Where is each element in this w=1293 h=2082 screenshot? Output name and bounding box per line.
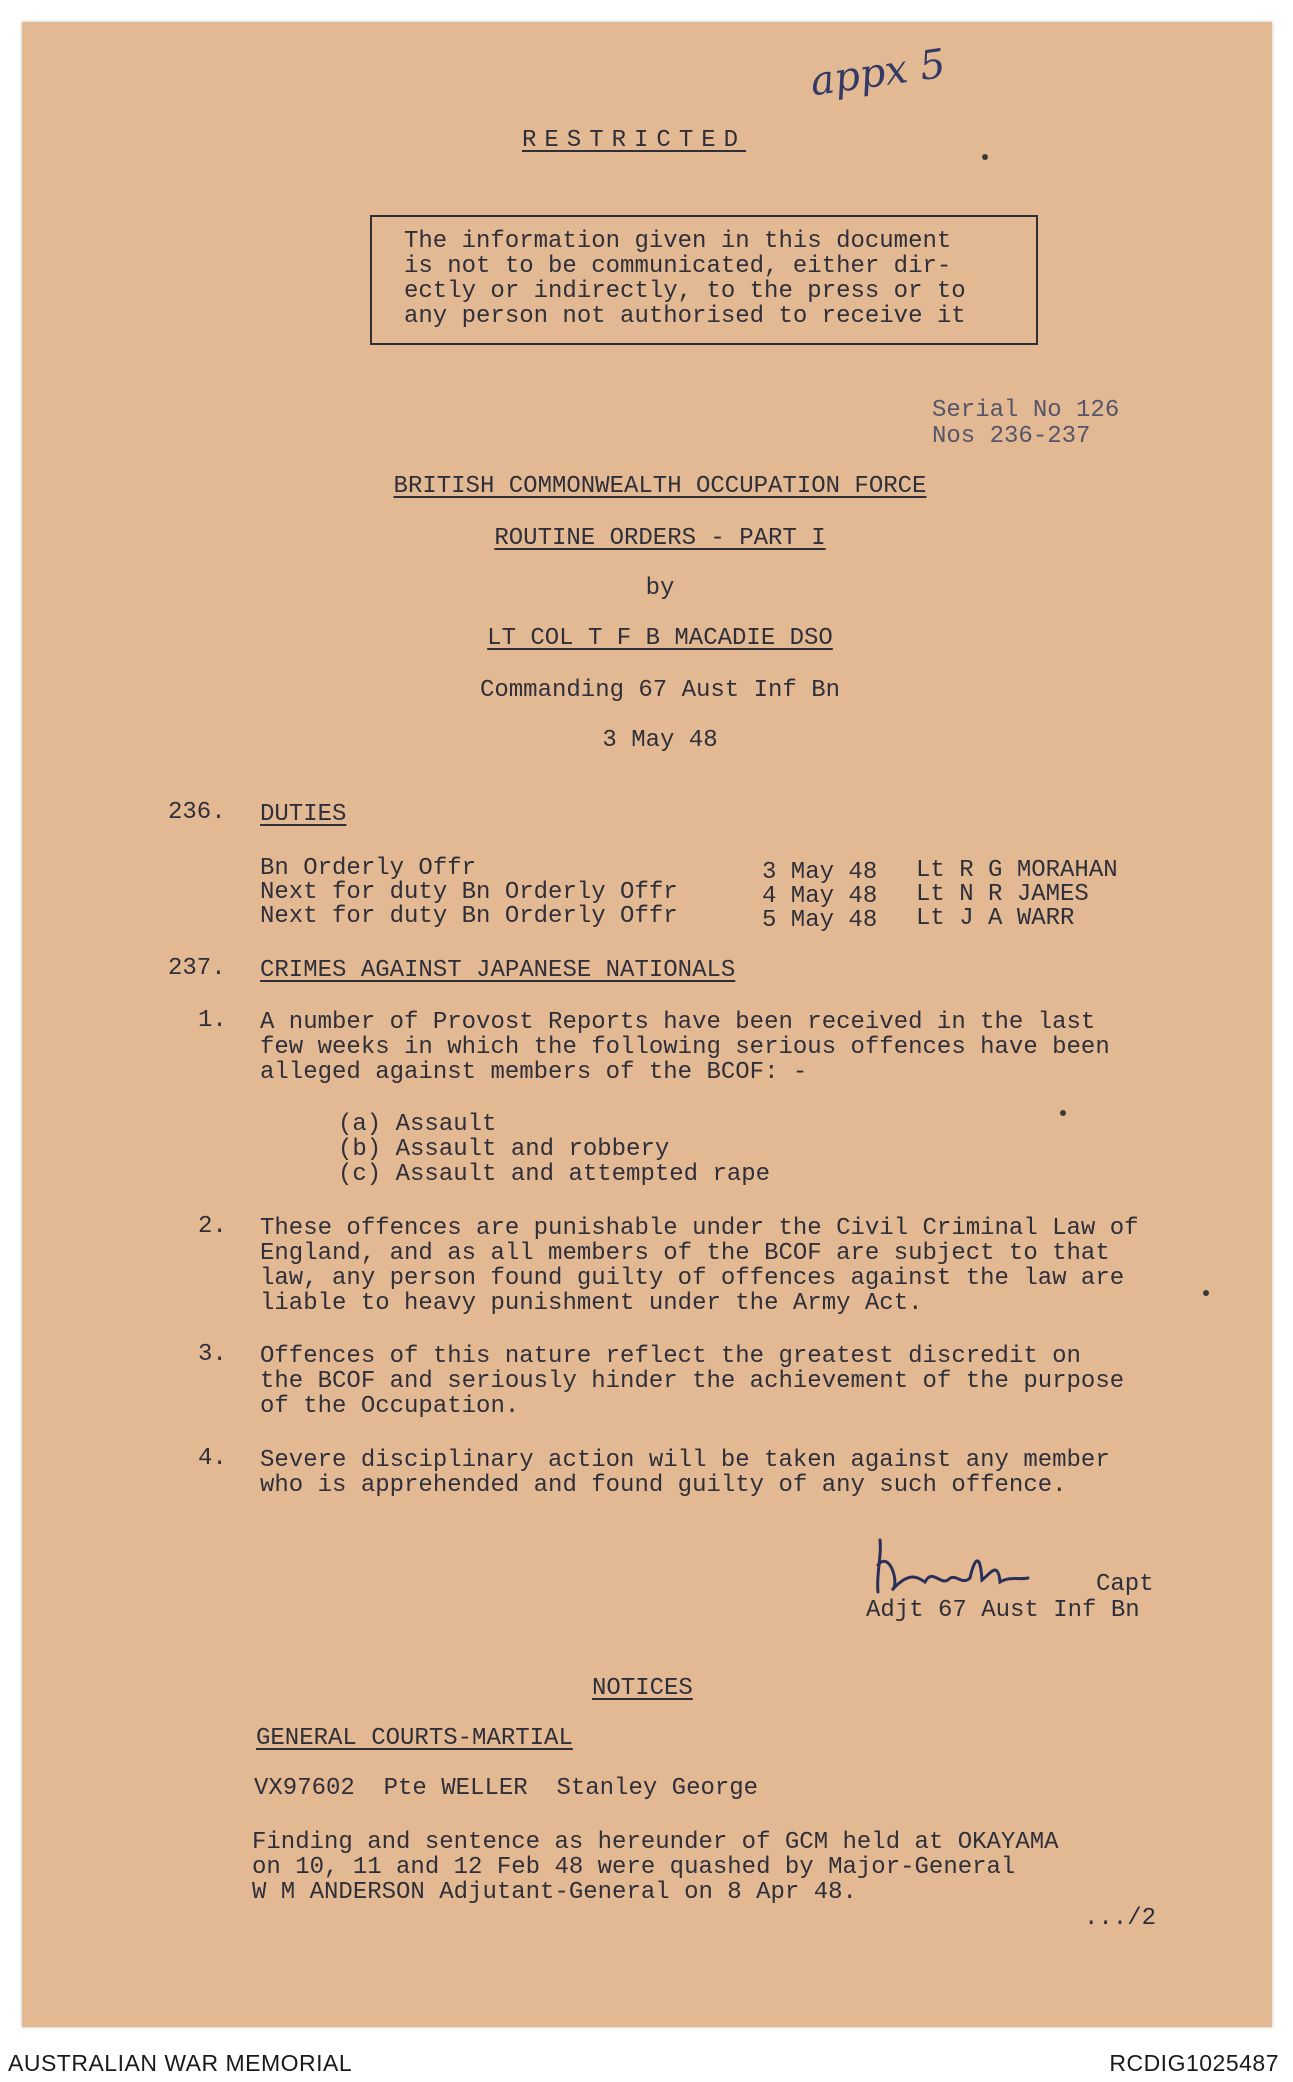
duty-officer: Lt R G MORAHAN xyxy=(916,857,1118,884)
paragraph-number: 3. xyxy=(198,1341,227,1368)
archive-credit: AUSTRALIAN WAR MEMORIAL xyxy=(8,2050,353,2076)
restriction-notice-box xyxy=(370,215,1038,345)
duty-role: Bn Orderly Offr xyxy=(260,855,477,882)
duty-officer: Lt N R JAMES xyxy=(916,881,1089,908)
paragraph-number: 2. xyxy=(198,1213,227,1240)
order-date: 3 May 48 xyxy=(602,727,718,754)
paper-speck xyxy=(982,154,988,160)
courts-martial-heading: GENERAL COURTS-MARTIAL xyxy=(256,1725,573,1752)
page-continuation: .../2 xyxy=(1084,1905,1157,1932)
paragraph-line: Offences of this nature reflect the greatest discredit on xyxy=(260,1343,1081,1370)
paper-speck xyxy=(1060,1110,1066,1116)
paragraph-line: liable to heavy punishment under the Army Act. xyxy=(260,1290,923,1317)
accused-soldier: VX97602 Pte WELLER Stanley George xyxy=(254,1775,759,1802)
paragraph-line: A number of Provost Reports have been received in the last xyxy=(260,1009,1096,1036)
classification-heading: RESTRICTED xyxy=(522,127,747,154)
section-number: 236. xyxy=(168,799,226,826)
signatory-title: Adjt 67 Aust Inf Bn xyxy=(866,1597,1140,1624)
paragraph-line: the BCOF and seriously hinder the achievement of the purpose xyxy=(260,1368,1125,1395)
notice-line: on 10, 11 and 12 Feb 48 were quashed by Major-General xyxy=(252,1854,1016,1881)
handwritten-annotation: appx 5 xyxy=(807,40,949,106)
duty-officer: Lt J A WARR xyxy=(916,905,1075,932)
paragraph-line: who is apprehended and found guilty of any such offence. xyxy=(260,1472,1067,1499)
paragraph-line: of the Occupation. xyxy=(260,1393,520,1420)
routine-orders-heading: ROUTINE ORDERS - PART I xyxy=(494,525,826,552)
section-title-crimes: CRIMES AGAINST JAPANESE NATIONALS xyxy=(260,957,736,984)
paragraph-line: These offences are punishable under the Civil Criminal Law of xyxy=(260,1215,1139,1242)
order-numbers: Nos 236-237 xyxy=(932,423,1091,450)
commanding-officer: LT COL T F B MACADIE DSO xyxy=(487,625,833,652)
notice-line: W M ANDERSON Adjutant-General on 8 Apr 48. xyxy=(252,1879,857,1906)
serial-number: Serial No 126 xyxy=(932,397,1120,424)
paper-speck xyxy=(1203,1290,1209,1296)
paragraph-line: few weeks in which the following serious offences have been xyxy=(260,1034,1110,1061)
paragraph-line: law, any person found guilty of offences against the law are xyxy=(260,1265,1125,1292)
warning-line: any person not authorised to receive it xyxy=(404,303,966,330)
warning-line: The information given in this document xyxy=(404,228,952,255)
duty-date: 3 May 48 xyxy=(762,859,878,886)
command-unit: Commanding 67 Aust Inf Bn xyxy=(479,677,841,704)
by-line: by xyxy=(645,575,675,602)
notice-line: Finding and sentence as hereunder of GCM held at OKAYAMA xyxy=(252,1829,1059,1856)
paragraph-number: 4. xyxy=(198,1445,227,1472)
offence-item: (a) Assault xyxy=(338,1111,497,1138)
archive-reference: RCDIG1025487 xyxy=(1109,2050,1279,2076)
duty-role: Next for duty Bn Orderly Offr xyxy=(260,879,678,906)
offence-item: (c) Assault and attempted rape xyxy=(338,1161,771,1188)
warning-line: is not to be communicated, either dir- xyxy=(404,253,952,280)
section-number: 237. xyxy=(168,955,226,982)
notices-heading: NOTICES xyxy=(592,1675,693,1702)
section-title-duties: DUTIES xyxy=(260,801,347,828)
paragraph-number: 1. xyxy=(198,1007,227,1034)
duty-date: 5 May 48 xyxy=(762,907,878,934)
organisation-heading: BRITISH COMMONWEALTH OCCUPATION FORCE xyxy=(393,473,927,500)
paragraph-line: Severe disciplinary action will be taken against any member xyxy=(260,1447,1110,1474)
warning-line: ectly or indirectly, to the press or to xyxy=(404,278,966,305)
paragraph-line: England, and as all members of the BCOF are subject to that xyxy=(260,1240,1110,1267)
offence-item: (b) Assault and robbery xyxy=(338,1136,670,1163)
duty-role: Next for duty Bn Orderly Offr xyxy=(260,903,678,930)
duty-date: 4 May 48 xyxy=(762,883,878,910)
signatory-rank: Capt xyxy=(1096,1571,1154,1598)
paragraph-line: alleged against members of the BCOF: - xyxy=(260,1059,808,1086)
